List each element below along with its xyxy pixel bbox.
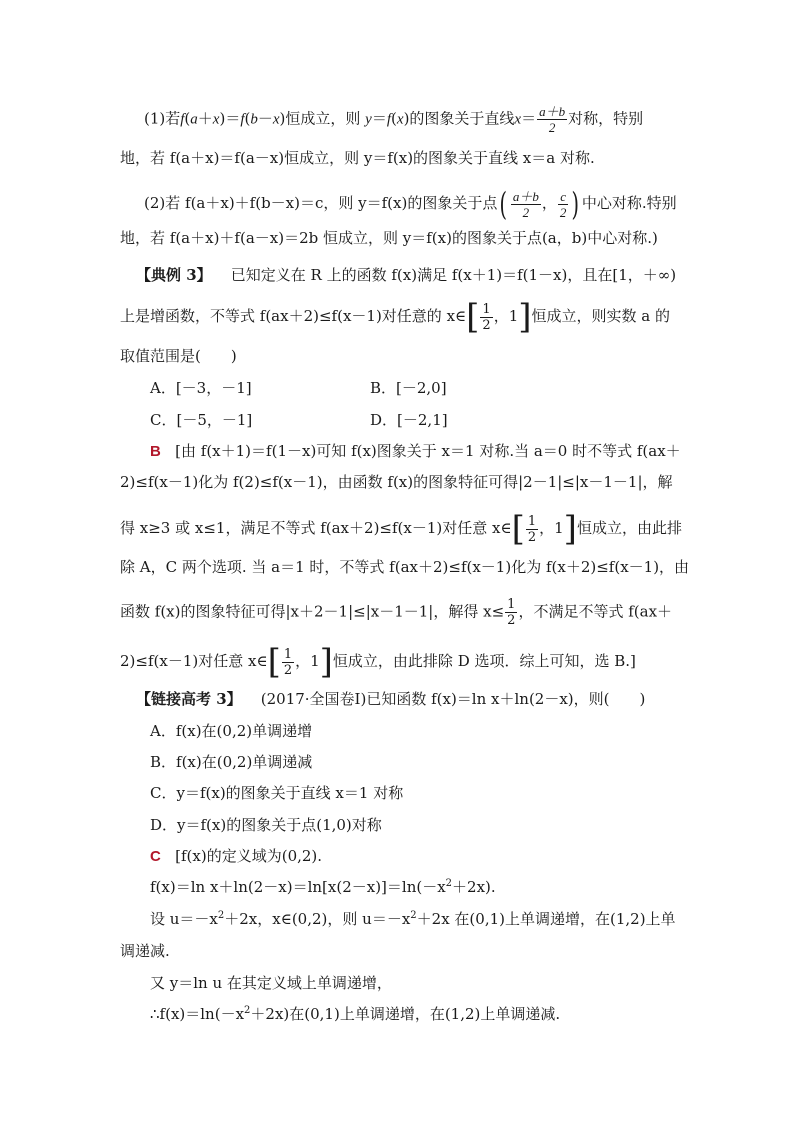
fraction-denominator: 2	[482, 317, 491, 333]
text: ，不满足不等式 f(ax＋	[518, 602, 673, 621]
text: ，1	[295, 652, 320, 670]
example-tag: 【典例 3】	[136, 266, 212, 284]
text: f(x)＝ln x＋ln(2－x)＝ln[x(2－x)]＝ln(－x	[150, 878, 446, 896]
link-option-a: A．f(x)在(0,2)单调递增	[150, 722, 313, 740]
fraction-numerator: 1	[507, 597, 516, 612]
right-bracket: ]	[319, 642, 333, 682]
text: 恒成立，则实数 a 的	[531, 307, 670, 325]
text: ，	[541, 194, 557, 212]
example-3-line2	[120, 297, 670, 337]
text: ＝	[371, 109, 387, 128]
text: x	[514, 111, 522, 128]
text: ，1	[493, 307, 519, 325]
example-tag: 【链接高考 3】	[136, 690, 242, 708]
text: a	[190, 111, 198, 128]
text: 对称，特别	[568, 109, 644, 128]
p2-line1	[144, 185, 677, 223]
fraction-denominator: 2	[559, 204, 567, 220]
text: ＝	[521, 109, 537, 128]
link-solution-line4: 调递减.	[120, 942, 170, 960]
superscript: 2	[410, 910, 417, 921]
link-solution-line5: 又 y＝ln u 在其定义域上单调递增，	[150, 974, 392, 992]
text: (	[244, 109, 251, 128]
option-d: D．[－2,1]	[370, 411, 448, 429]
text: ，1	[539, 519, 564, 537]
right-paren: )	[571, 185, 580, 223]
text: ＋2x).	[452, 878, 496, 896]
link-solution-line1	[150, 846, 322, 867]
text: b	[250, 111, 258, 128]
text: )的图象关于直线	[403, 109, 515, 128]
fraction	[511, 189, 541, 220]
text: (1)若	[144, 109, 181, 128]
right-bracket: ]	[563, 509, 577, 549]
example-3-line1	[136, 265, 676, 285]
fraction-numerator: a＋b	[539, 104, 566, 119]
link-option-b: B．f(x)在(0,2)单调递减	[150, 753, 313, 771]
solution-3-line2: 2)≤f(x－1)化为 f(2)≤f(x－1)，由函数 f(x)的图象特征可得|2－1|≤|x－1－1|，解	[120, 473, 673, 491]
fraction-numerator: c	[558, 189, 569, 205]
text: 设 u＝－x	[150, 910, 218, 928]
solution-3-line3	[120, 509, 682, 549]
solution-3-line1	[150, 441, 681, 462]
fraction	[480, 302, 492, 333]
text: (2)若 f(a＋x)＋f(b－x)＝c，则 y＝f(x)的图象关于点	[144, 194, 498, 212]
left-paren: (	[499, 185, 508, 223]
solution-3-line6	[120, 642, 636, 682]
link-option-d: D．y＝f(x)的图象关于点(1,0)对称	[150, 816, 382, 834]
text: 中心对称.特别	[581, 194, 677, 212]
text: ∴f(x)＝ln(－x	[150, 1005, 245, 1023]
text: x	[212, 111, 220, 128]
fraction-denominator: 2	[283, 662, 293, 678]
text: ＋	[197, 109, 213, 128]
fraction-denominator: 2	[522, 204, 530, 220]
option-b: B．[－2,0]	[370, 379, 447, 397]
superscript: 2	[217, 910, 225, 921]
text: (	[391, 109, 397, 128]
text: (	[184, 109, 191, 128]
p1-line1	[144, 104, 643, 135]
text: [由 f(x＋1)＝f(1－x)可知 f(x)图象关于 x＝1 对称.当 a＝0 时不等式 f(ax＋	[175, 442, 681, 460]
example-3-line3: 取值范围是( )	[120, 347, 237, 365]
fraction-denominator: 2	[507, 613, 516, 628]
text: y	[365, 111, 372, 128]
text: 上是增函数，不等式 f(ax＋2)≤f(x－1)对任意的 x∈	[120, 307, 467, 325]
answer-letter: B	[150, 443, 161, 460]
link-solution-line6	[150, 1004, 560, 1024]
text: )＝	[219, 109, 241, 128]
link-solution-line2	[150, 877, 496, 897]
fraction-numerator: 1	[527, 513, 537, 529]
text: x	[272, 111, 280, 128]
text: 函数 f(x)的图象特征可得|x＋2－1|≤|x－1－1|，解得 x≤	[120, 602, 505, 621]
text: (2017·全国卷Ⅰ)已知函数 f(x)＝ln x＋ln(2－x)，则( )	[260, 690, 646, 708]
superscript: 2	[244, 1005, 251, 1016]
text: ＋2x)在(0,1)上单调递增，在(1,2)上单调递减.	[250, 1005, 561, 1023]
fraction-numerator: 1	[283, 646, 293, 662]
fraction	[558, 189, 569, 220]
link-option-c: C．y＝f(x)的图象关于直线 x＝1 对称	[150, 784, 404, 802]
superscript: 2	[445, 878, 453, 889]
text: －	[257, 109, 273, 128]
text: [f(x)的定义域为(0,2).	[175, 847, 323, 865]
answer-letter: C	[150, 848, 161, 865]
text: ＋2x，x∈(0,2)，则 u＝－x	[224, 910, 411, 928]
fraction	[526, 514, 538, 545]
option-c: C．[－5，－1]	[150, 411, 253, 429]
text: 恒成立，由此排除 D 选项．综上可知，选 B.]	[332, 652, 636, 670]
fraction-denominator: 2	[527, 529, 537, 545]
left-bracket: [	[267, 642, 281, 682]
fraction-numerator: 1	[482, 301, 491, 317]
left-bracket: [	[511, 509, 525, 549]
solution-3-line5	[120, 597, 672, 628]
text: 已知定义在 R 上的函数 f(x)满足 f(x＋1)＝f(1－x)，且在[1，＋∞)	[230, 266, 677, 284]
link-exam-3-line1	[136, 689, 645, 709]
fraction	[282, 647, 294, 678]
text: ＋2x 在(0,1)上单调递增，在(1,2)上单	[416, 910, 676, 928]
link-solution-line3	[150, 909, 676, 929]
right-bracket: ]	[518, 297, 532, 337]
text: 得 x≥3 或 x≤1，满足不等式 f(ax＋2)≤f(x－1)对任意 x∈	[120, 519, 512, 537]
text: f	[180, 111, 185, 128]
fraction	[505, 597, 517, 628]
fraction-denominator: 2	[548, 120, 556, 135]
text: f	[240, 111, 245, 128]
p2-line2: 地，若 f(a＋x)＋f(a－x)＝2b 恒成立，则 y＝f(x)的图象关于点(a，b)中心对称.)	[120, 229, 658, 247]
fraction-numerator: a＋b	[512, 188, 539, 204]
fraction	[537, 104, 567, 135]
text: )恒成立，则	[279, 109, 366, 128]
option-a: A．[－3，－1]	[150, 379, 252, 397]
solution-3-line4: 除 A，C 两个选项. 当 a＝1 时，不等式 f(ax＋2)≤f(x－1)化为 f(x＋2)≤f(x－1)，由	[120, 558, 690, 576]
text: 2)≤f(x－1)对任意 x∈	[120, 652, 268, 670]
text: f	[386, 111, 392, 128]
text: x	[396, 111, 404, 128]
left-bracket: [	[466, 297, 480, 337]
p1-line2: 地，若 f(a＋x)＝f(a－x)恒成立，则 y＝f(x)的图象关于直线 x＝a 对称.	[120, 149, 595, 167]
text: 恒成立，由此排	[576, 519, 682, 537]
